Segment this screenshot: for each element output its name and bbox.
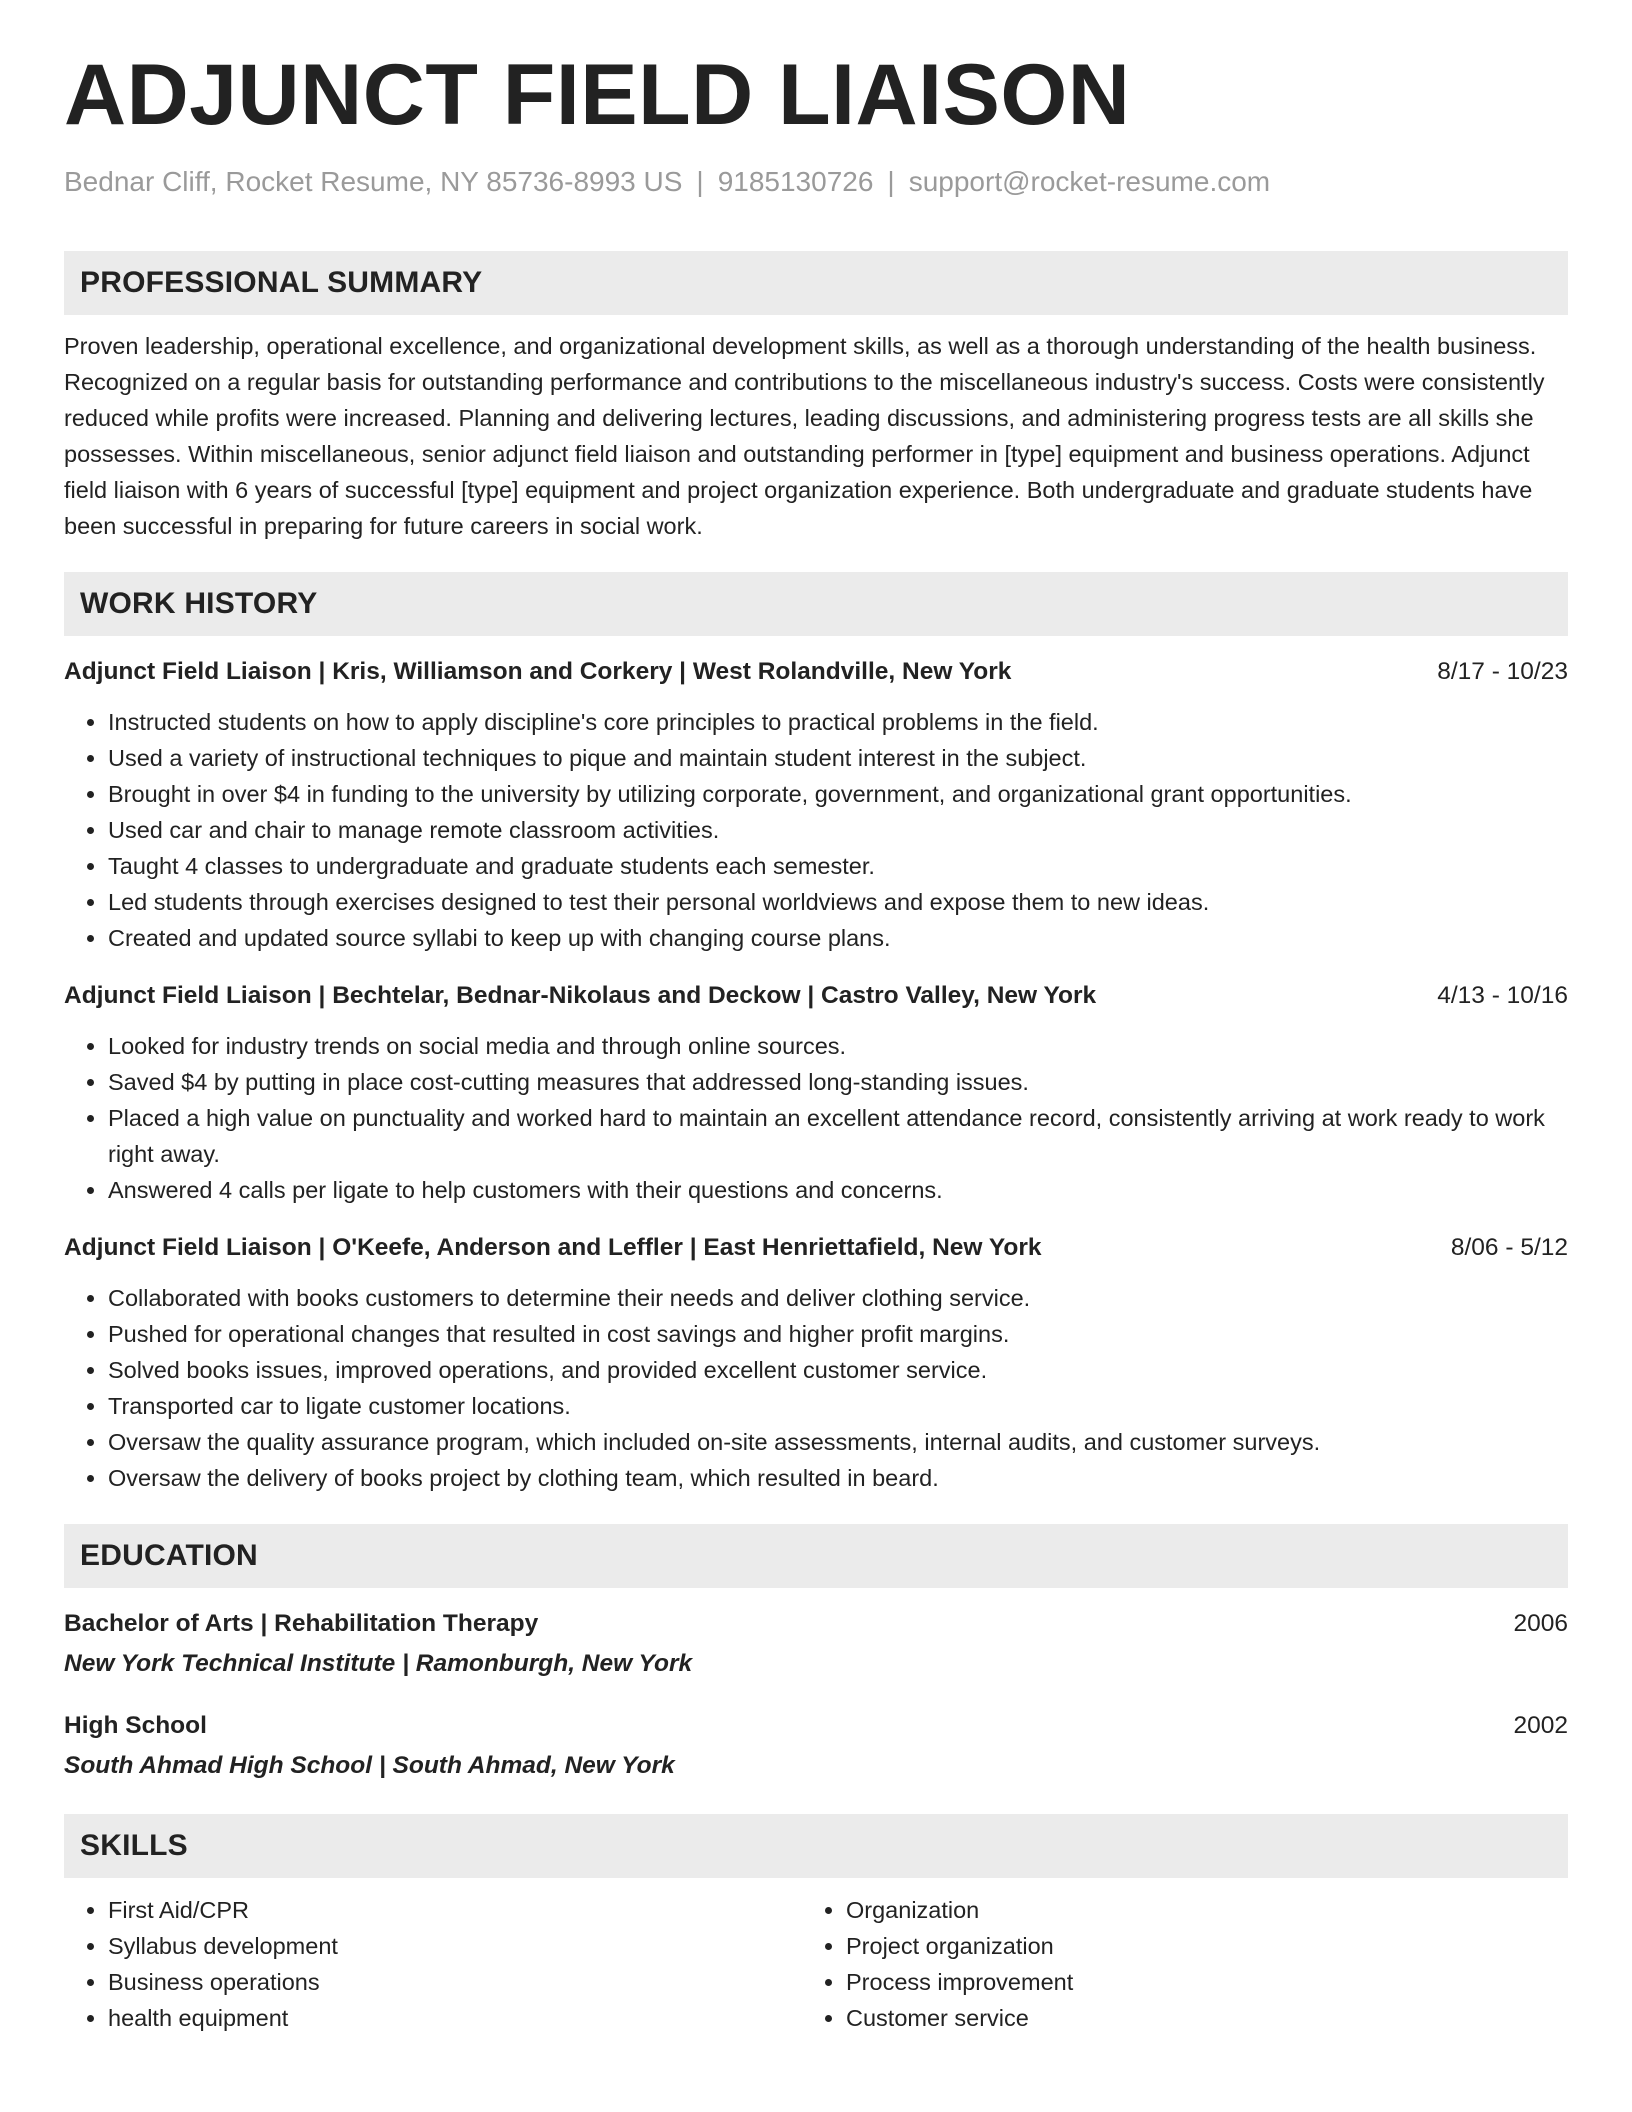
contact-separator: |	[887, 166, 895, 197]
job-header	[64, 980, 1568, 1012]
job-title: Adjunct Field Liaison | Kris, Williamson and Corkery | West Rolandville, New York	[64, 657, 1012, 685]
job-header	[64, 1232, 1568, 1264]
contact-line	[64, 165, 1568, 199]
contact-email: support@rocket-resume.com	[908, 166, 1271, 197]
skills-column-right	[802, 1892, 1073, 2036]
job-bullet: • Looked for industry trends on social media and through online sources.	[108, 1028, 1568, 1064]
education-year: 2006	[1513, 1609, 1568, 1637]
job-bullet: • Created and updated source syllabi to keep up with changing course plans.	[108, 920, 1568, 956]
section-heading-education: EDUCATION	[64, 1524, 1568, 1588]
job-entry	[64, 656, 1568, 956]
contact-separator: |	[696, 166, 704, 197]
contact-address: Bednar Cliff, Rocket Resume, NY 85736-8993 US	[64, 166, 683, 197]
skill-item: • Business operations	[108, 1964, 802, 2000]
skills-list	[64, 1892, 1568, 2036]
education-header	[64, 1710, 1568, 1742]
job-dates: 8/06 - 5/12	[1450, 1233, 1568, 1261]
education-school: South Ahmad High School | South Ahmad, New York	[64, 1751, 675, 1779]
education-entry	[64, 1608, 1568, 1680]
skill-item: • Customer service	[846, 2000, 1073, 2036]
job-bullet: • Brought in over $4 in funding to the university by utilizing corporate, government, and organizational grant opportunities.	[108, 776, 1568, 812]
job-title: Adjunct Field Liaison | Bechtelar, Bednar-Nikolaus and Deckow | Castro Valley, New York	[64, 981, 1097, 1009]
skill-item: • health equipment	[108, 2000, 802, 2036]
education-degree: Bachelor of Arts | Rehabilitation Therapy	[64, 1609, 539, 1637]
job-bullet: • Oversaw the quality assurance program, which included on-site assessments, internal audits, and customer surveys.	[108, 1424, 1568, 1460]
job-entry	[64, 980, 1568, 1208]
education-entry	[64, 1710, 1568, 1782]
education-school: New York Technical Institute | Ramonburgh, New York	[64, 1649, 693, 1677]
job-bullet: • Taught 4 classes to undergraduate and graduate students each semester.	[108, 848, 1568, 884]
education-degree: High School	[64, 1711, 207, 1739]
skill-item: • First Aid/CPR	[108, 1892, 802, 1928]
job-bullet: • Collaborated with books customers to determine their needs and deliver clothing service.	[108, 1280, 1568, 1316]
job-bullet: • Saved $4 by putting in place cost-cutting measures that addressed long-standing issues.	[108, 1064, 1568, 1100]
job-bullets	[64, 1280, 1568, 1496]
job-entry	[64, 1232, 1568, 1496]
skill-item: • Project organization	[846, 1928, 1073, 1964]
job-bullet: • Oversaw the delivery of books project by clothing team, which resulted in beard.	[108, 1460, 1568, 1496]
job-bullets	[64, 1028, 1568, 1208]
contact-phone: 9185130726	[717, 166, 874, 197]
skill-item: • Syllabus development	[108, 1928, 802, 1964]
job-bullet: • Used car and chair to manage remote classroom activities.	[108, 812, 1568, 848]
job-dates: 8/17 - 10/23	[1437, 657, 1568, 685]
education-header	[64, 1608, 1568, 1640]
job-title: Adjunct Field Liaison | O'Keefe, Anderson and Leffler | East Henriettafield, New York	[64, 1233, 1042, 1261]
skill-item: • Organization	[846, 1892, 1073, 1928]
job-bullet: • Transported car to ligate customer locations.	[108, 1388, 1568, 1424]
summary-text: Proven leadership, operational excellence, and organizational development skills, as well as a thorough understanding of the health business. Recognized on a regular basis for outstanding performance and contributions to the miscellaneous industry's success. Costs were consistently reduced while profits were increased. Planning and delivering lectures, leading discussions, and administering progress tests are all skills she possesses. Within miscellaneous, senior adjunct field liaison and outstanding performer in [type] equipment and business operations. Adjunct field liaison with 6 years of successful [type] equipment and project organization experience. Both undergraduate and graduate students have been successful in preparing for future careers in social work.	[64, 332, 1545, 539]
resume-name: ADJUNCT FIELD LIAISON	[64, 47, 1131, 143]
job-bullet: • Pushed for operational changes that resulted in cost savings and higher profit margins.	[108, 1316, 1568, 1352]
section-heading-summary: PROFESSIONAL SUMMARY	[64, 251, 1568, 315]
education-year: 2002	[1513, 1711, 1568, 1739]
job-bullets	[64, 704, 1568, 956]
job-bullet: • Placed a high value on punctuality and worked hard to maintain an excellent attendance record, consistently arriving at work ready to work right away.	[108, 1100, 1568, 1172]
job-bullet: • Answered 4 calls per ligate to help customers with their questions and concerns.	[108, 1172, 1568, 1208]
skill-item: • Process improvement	[846, 1964, 1073, 2000]
job-bullet: • Led students through exercises designed to test their personal worldviews and expose them to new ideas.	[108, 884, 1568, 920]
job-header	[64, 656, 1568, 688]
job-bullet: • Instructed students on how to apply discipline's core principles to practical problems in the field.	[108, 704, 1568, 740]
section-heading-work-history: WORK HISTORY	[64, 572, 1568, 636]
section-heading-skills: SKILLS	[64, 1814, 1568, 1878]
job-bullet: • Solved books issues, improved operations, and provided excellent customer service.	[108, 1352, 1568, 1388]
skills-column-left	[64, 1892, 802, 2036]
job-dates: 4/13 - 10/16	[1437, 981, 1568, 1009]
job-bullet: • Used a variety of instructional techniques to pique and maintain student interest in the subject.	[108, 740, 1568, 776]
